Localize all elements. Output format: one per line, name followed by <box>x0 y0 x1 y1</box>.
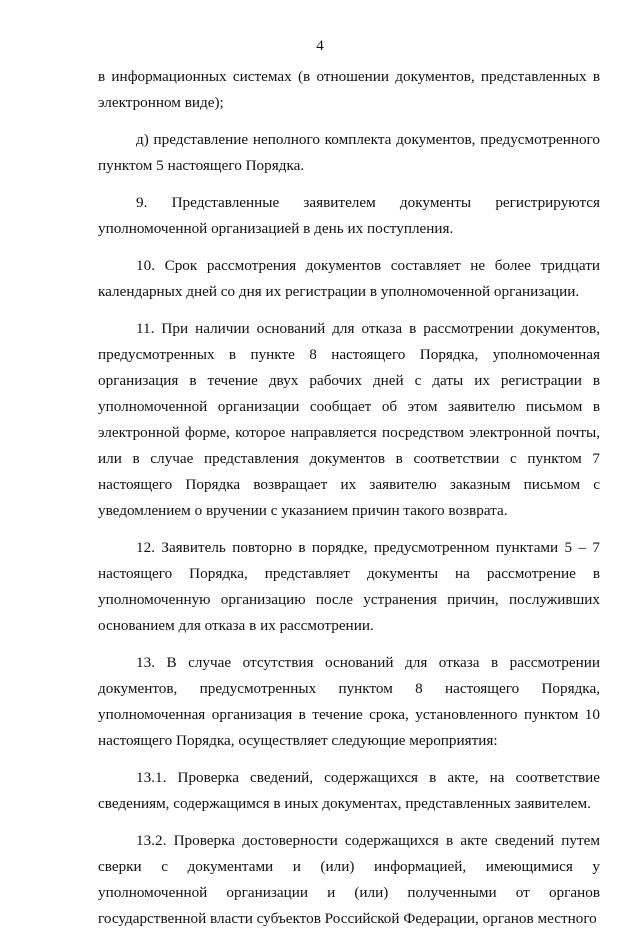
paragraph-12: 12. Заявитель повторно в порядке, предусмотренном пунктами 5 – 7 настоящего Порядка, представляет документы на рассмотрение в уполномоченную организацию после устранения причин, послуживших основанием для отказа в их рассмотрении. <box>98 539 600 634</box>
paragraph-item-d: д) представление неполного комплекта документов, предусмотренного пунктом 5 настоящего Порядка. <box>98 131 600 174</box>
page-number: 4 <box>316 38 324 54</box>
paragraph-continuation: в информационных системах (в отношении документов, представленных в электронном виде); <box>98 68 600 111</box>
document-body <box>98 64 600 943</box>
paragraph-10: 10. Срок рассмотрения документов составляет не более тридцати календарных дней со дня их регистрации в уполномоченной организации. <box>98 257 600 300</box>
paragraph-13-1: 13.1. Проверка сведений, содержащихся в акте, на соответствие сведениям, содержащимся в иных документах, представленных заявителем. <box>98 769 600 812</box>
paragraph-13: 13. В случае отсутствия оснований для отказа в рассмотрении документов, предусмотренных пунктом 8 настоящего Порядка, уполномоченная организация в течение срока, установленного пунктом 10 настоящего Порядка, осуществляет следующие мероприятия: <box>98 654 600 749</box>
paragraph-13-2: 13.2. Проверка достоверности содержащихся в акте сведений путем сверки с документами и (или) информацией, имеющимися у уполномоченной организации и (или) полученными от органов государственной власти субъектов Российской Федерации, органов местного <box>98 832 600 927</box>
paragraph-9: 9. Представленные заявителем документы регистрируются уполномоченной организацией в день их поступления. <box>98 194 600 237</box>
paragraph-11: 11. При наличии оснований для отказа в рассмотрении документов, предусмотренных в пункте 8 настоящего Порядка, уполномоченная организация в течение двух рабочих дней с даты их регистрации в уполномоченной организации сообщает об этом заявителю письмом в электронной форме, которое направляется посредством электронной почты, или в случае представления документов в соответствии с пунктом 7 настоящего Порядка возвращает их заявителю заказным письмом с уведомлением о вручении с указанием причин такого возврата. <box>98 320 600 519</box>
